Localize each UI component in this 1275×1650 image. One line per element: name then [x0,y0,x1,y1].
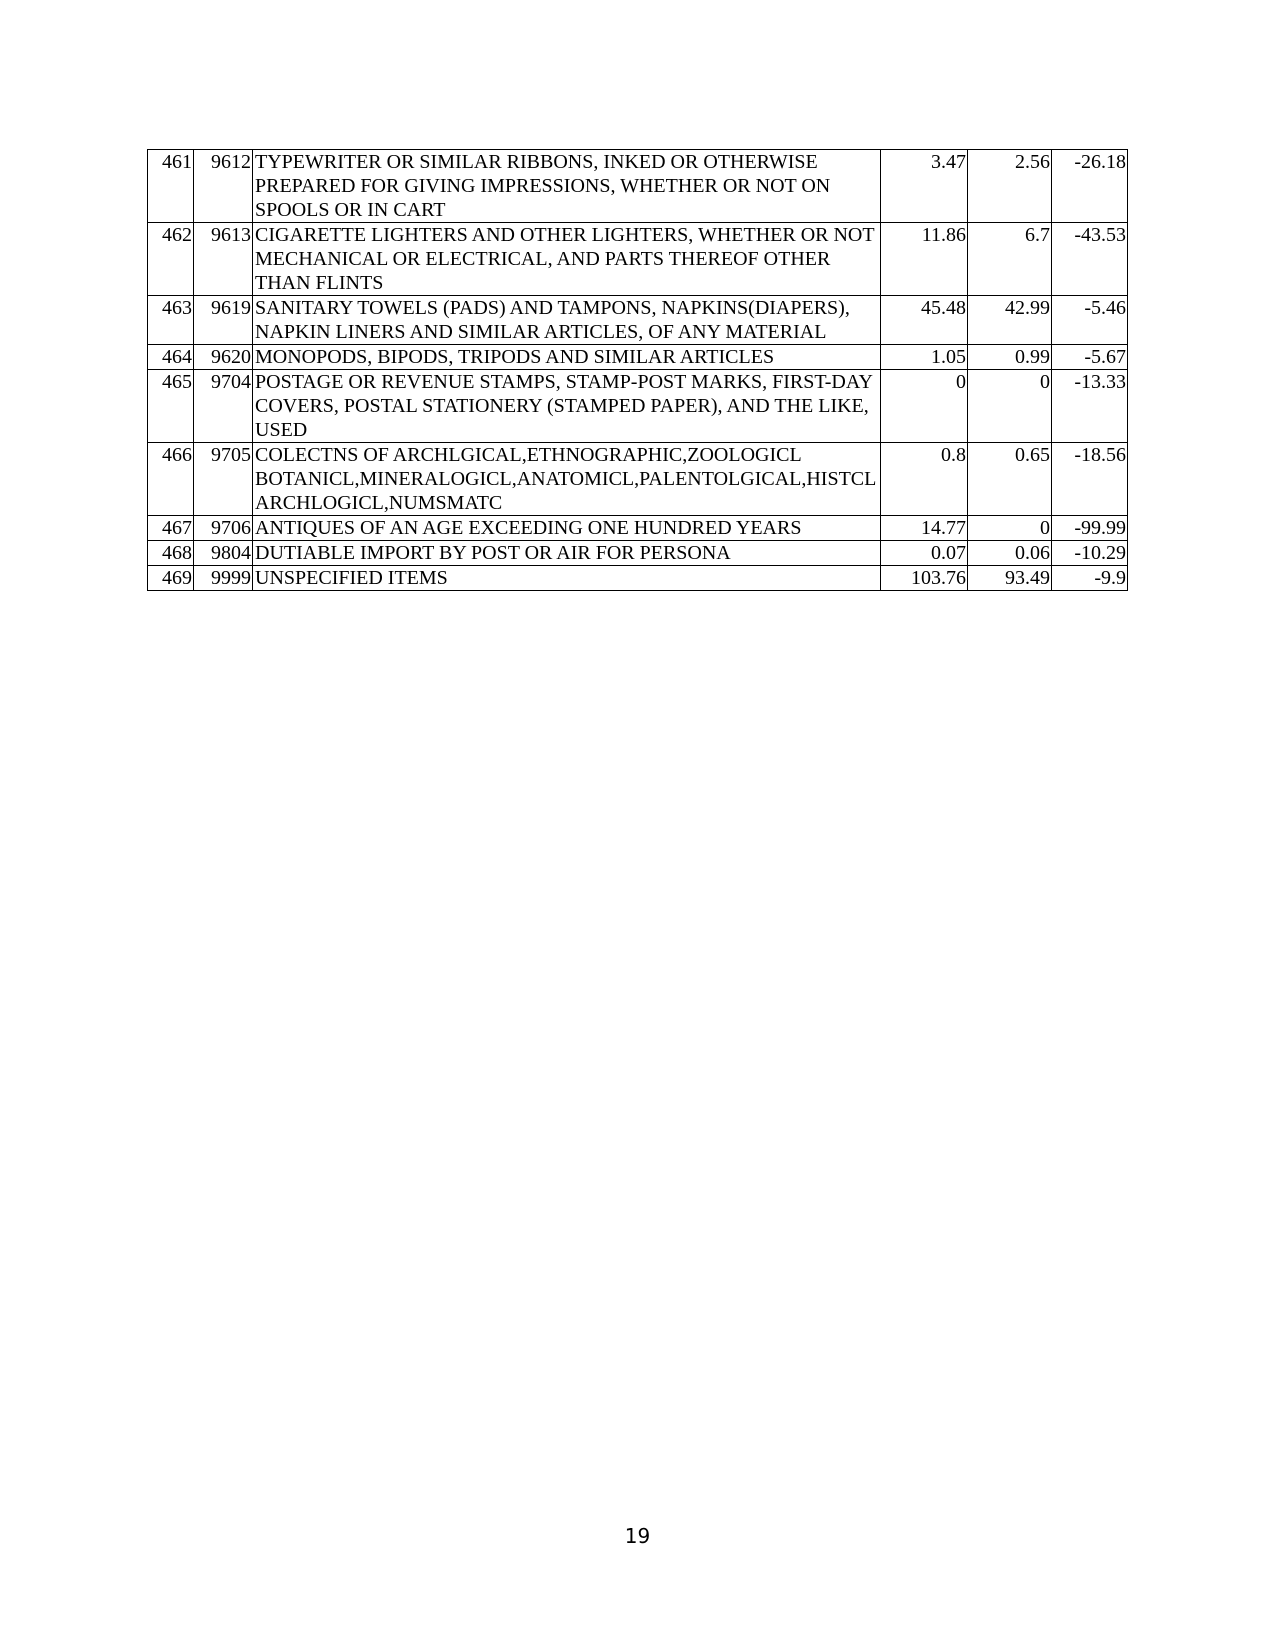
serial-number-cell: 465 [148,370,194,443]
percent-change-cell: -10.29 [1052,541,1128,566]
description-cell: ANTIQUES OF AN AGE EXCEEDING ONE HUNDRED YEARS [253,516,881,541]
percent-change-cell: -43.53 [1052,223,1128,296]
percent-change-cell: -5.67 [1052,345,1128,370]
value-current-cell: 6.7 [968,223,1052,296]
serial-number-cell: 466 [148,443,194,516]
table-row [148,150,1128,223]
table-row [148,443,1128,516]
value-previous-cell: 11.86 [881,223,968,296]
hs-code-cell: 9999 [194,566,253,591]
hs-code-cell: 9612 [194,150,253,223]
value-previous-cell: 14.77 [881,516,968,541]
hs-code-cell: 9704 [194,370,253,443]
description-cell: POSTAGE OR REVENUE STAMPS, STAMP-POST MARKS, FIRST-DAY COVERS, POSTAL STATIONERY (STAMPED PAPER), AND THE LIKE, USED [253,370,881,443]
hs-code-cell: 9613 [194,223,253,296]
value-current-cell: 2.56 [968,150,1052,223]
table-row [148,566,1128,591]
table-body [148,150,1128,591]
import-data-table [147,149,1128,591]
serial-number-cell: 467 [148,516,194,541]
table-row [148,370,1128,443]
value-previous-cell: 0.07 [881,541,968,566]
page-number: 19 [624,1524,651,1548]
percent-change-cell: -9.9 [1052,566,1128,591]
hs-code-cell: 9804 [194,541,253,566]
value-current-cell: 0 [968,370,1052,443]
value-current-cell: 0.06 [968,541,1052,566]
table-row [148,223,1128,296]
serial-number-cell: 463 [148,296,194,345]
value-current-cell: 42.99 [968,296,1052,345]
value-previous-cell: 45.48 [881,296,968,345]
value-previous-cell: 3.47 [881,150,968,223]
serial-number-cell: 462 [148,223,194,296]
description-cell: CIGARETTE LIGHTERS AND OTHER LIGHTERS, WHETHER OR NOT MECHANICAL OR ELECTRICAL, AND PARTS THEREOF OTHER THAN FLINTS [253,223,881,296]
table-row [148,345,1128,370]
description-cell: DUTIABLE IMPORT BY POST OR AIR FOR PERSONA [253,541,881,566]
percent-change-cell: -99.99 [1052,516,1128,541]
percent-change-cell: -13.33 [1052,370,1128,443]
description-cell: TYPEWRITER OR SIMILAR RIBBONS, INKED OR OTHERWISE PREPARED FOR GIVING IMPRESSIONS, WHETHER OR NOT ON SPOOLS OR IN CART [253,150,881,223]
percent-change-cell: -5.46 [1052,296,1128,345]
description-cell: UNSPECIFIED ITEMS [253,566,881,591]
hs-code-cell: 9706 [194,516,253,541]
description-cell: SANITARY TOWELS (PADS) AND TAMPONS, NAPKINS(DIAPERS), NAPKIN LINERS AND SIMILAR ARTICLES, OF ANY MATERIAL [253,296,881,345]
value-current-cell: 0.65 [968,443,1052,516]
value-previous-cell: 1.05 [881,345,968,370]
serial-number-cell: 468 [148,541,194,566]
value-current-cell: 0 [968,516,1052,541]
hs-code-cell: 9620 [194,345,253,370]
hs-code-cell: 9705 [194,443,253,516]
value-previous-cell: 103.76 [881,566,968,591]
percent-change-cell: -26.18 [1052,150,1128,223]
table-row [148,541,1128,566]
serial-number-cell: 464 [148,345,194,370]
value-previous-cell: 0.8 [881,443,968,516]
percent-change-cell: -18.56 [1052,443,1128,516]
serial-number-cell: 469 [148,566,194,591]
table-row [148,296,1128,345]
description-cell: COLECTNS OF ARCHLGICAL,ETHNOGRAPHIC,ZOOLOGICL BOTANICL,MINERALOGICL,ANATOMICL,PALENTOLGICAL,HISTCL ARCHLOGICL,NUMSMATC [253,443,881,516]
value-current-cell: 93.49 [968,566,1052,591]
description-cell: MONOPODS, BIPODS, TRIPODS AND SIMILAR ARTICLES [253,345,881,370]
serial-number-cell: 461 [148,150,194,223]
value-current-cell: 0.99 [968,345,1052,370]
hs-code-cell: 9619 [194,296,253,345]
table-row [148,516,1128,541]
value-previous-cell: 0 [881,370,968,443]
